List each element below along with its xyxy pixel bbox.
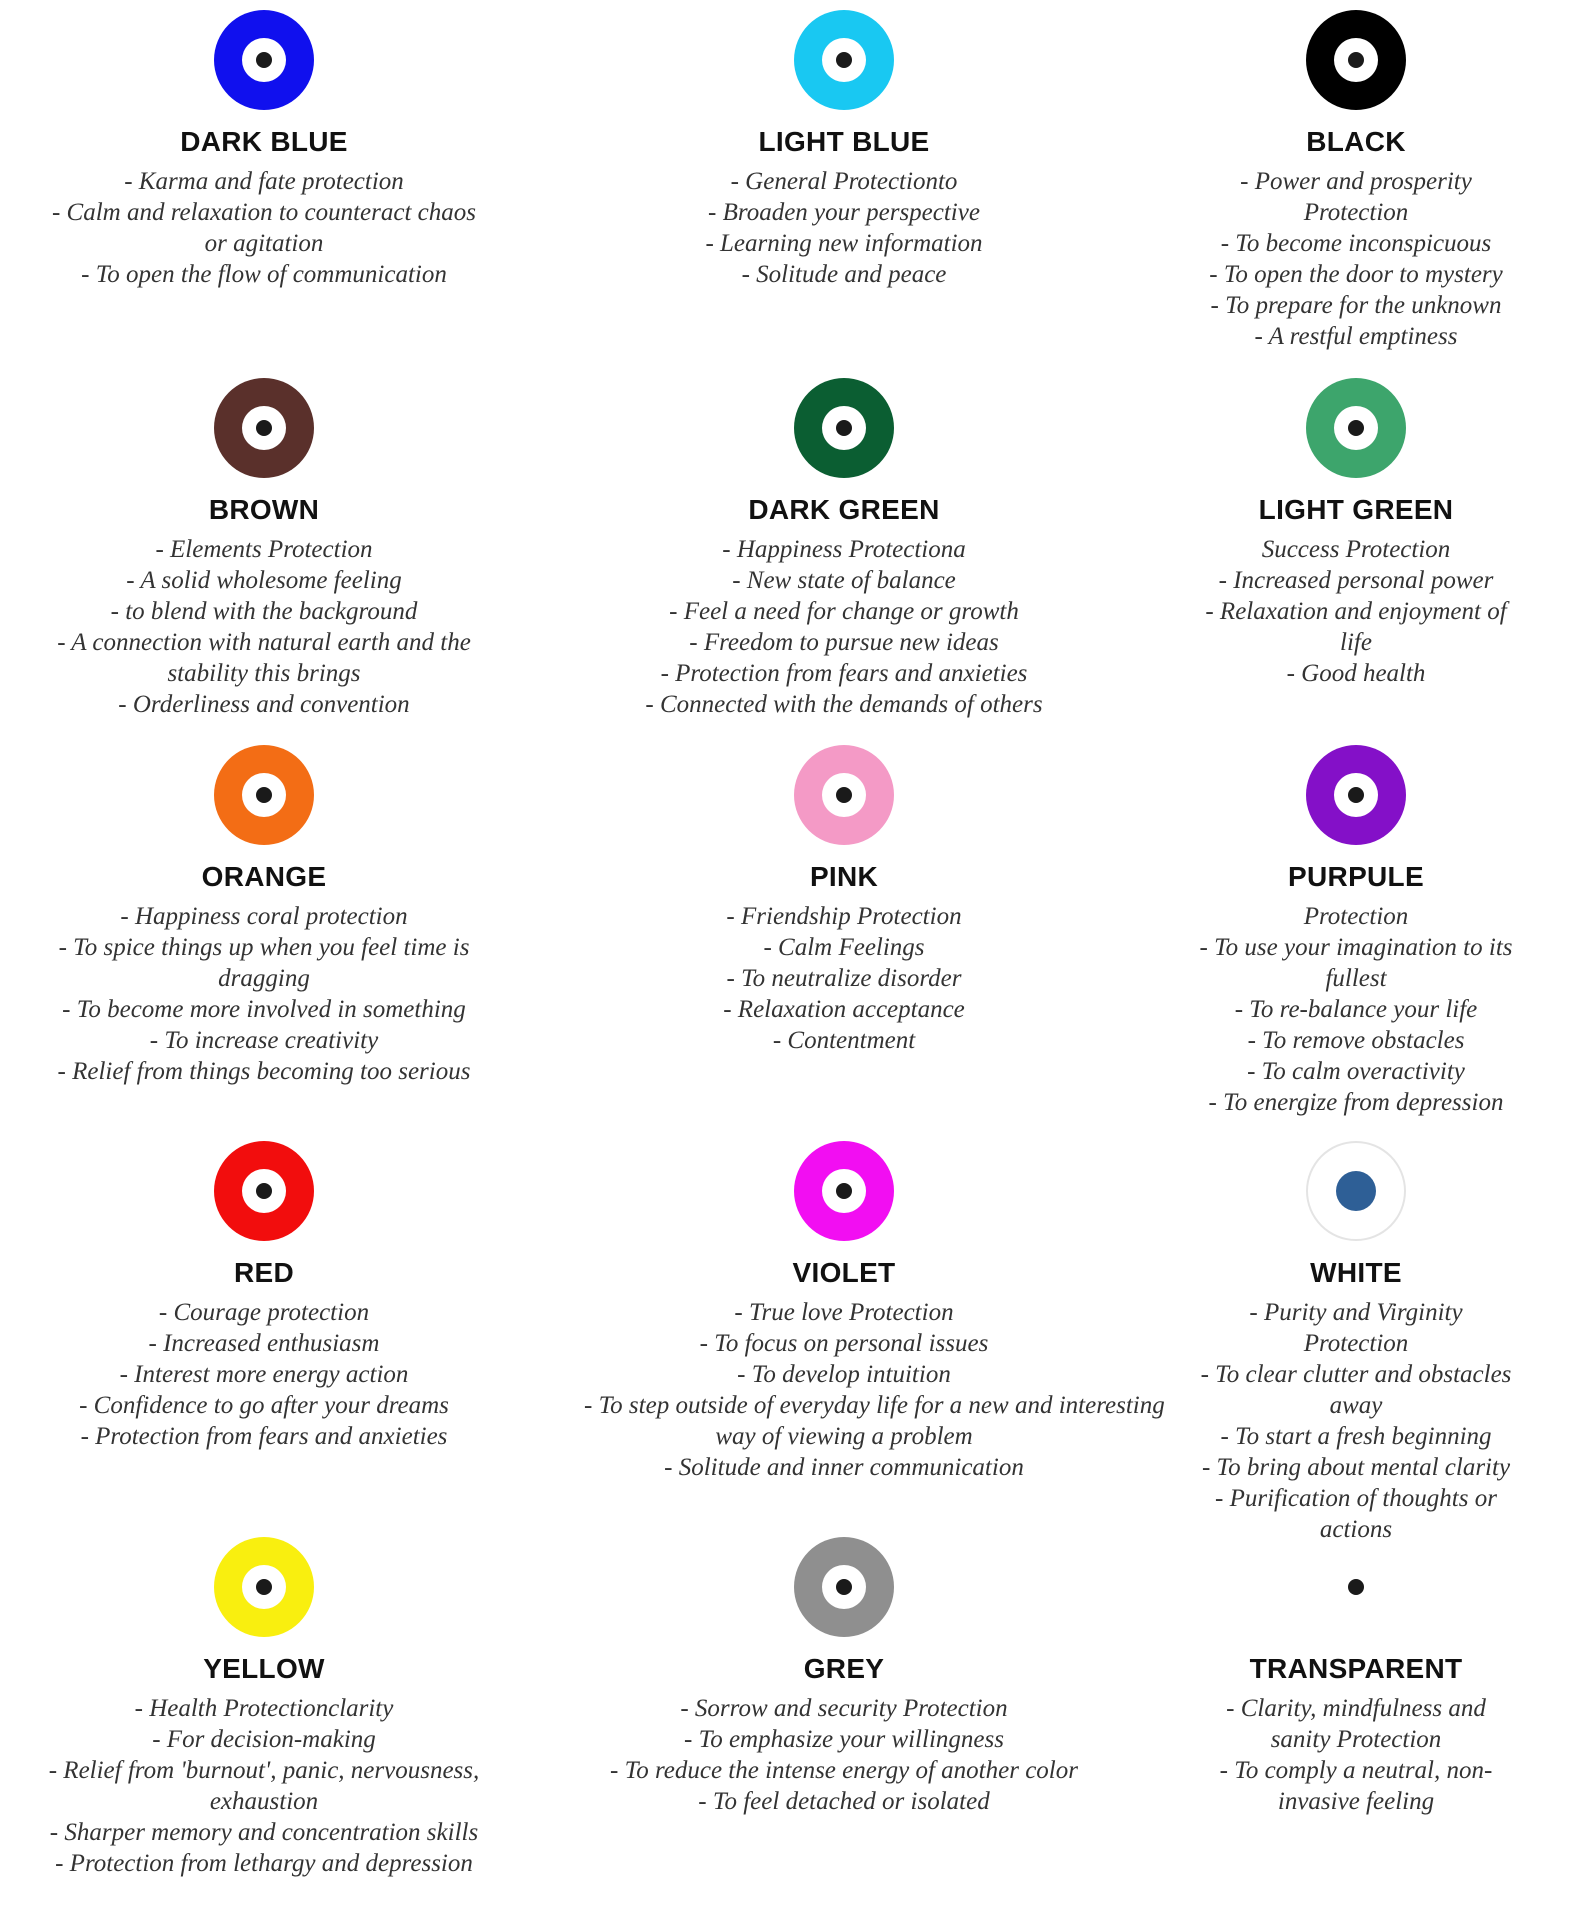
color-name: DARK BLUE (180, 126, 348, 157)
meaning-line: - Elements Protection (155, 536, 373, 563)
meaning-line: - To focus on personal issues (699, 1330, 989, 1357)
meaning-line: - Broaden your perspective (708, 199, 980, 226)
meaning-list (4, 166, 524, 290)
meaning-line: - To spice things up when you feel time is (58, 934, 470, 961)
meaning-line: - Sharper memory and concentration skills (49, 1819, 479, 1846)
meaning-line: - To bring about mental clarity (1201, 1454, 1511, 1481)
meaning-line: - Calm and relaxation to counteract chaos (51, 199, 476, 226)
meaning-line: - True love Protection (734, 1299, 954, 1326)
meaning-line: - To clear clutter and obstacles (1200, 1361, 1512, 1388)
evil-eye-icon (794, 10, 894, 110)
meaning-line: - New state of balance (732, 567, 956, 594)
eye-pupil (256, 420, 272, 436)
meaning-line: - Solitude and peace (741, 261, 947, 288)
meaning-list (1096, 901, 1588, 1118)
meaning-list (584, 901, 1104, 1056)
meaning-list (584, 1693, 1104, 1817)
meaning-list (1096, 166, 1588, 352)
color-name: TRANSPARENT (1249, 1653, 1463, 1684)
meaning-line: - Orderliness and convention (118, 691, 410, 718)
meaning-line: - Happiness coral protection (120, 903, 408, 930)
eye-pupil (1348, 52, 1364, 68)
meaning-line: Protection (1303, 903, 1409, 930)
color-name: LIGHT GREEN (1258, 494, 1454, 525)
evil-eye-icon (794, 1537, 894, 1637)
color-entry-yellow (4, 1537, 524, 1907)
meaning-line: - To become more involved in something (62, 996, 466, 1023)
meaning-line: - Freedom to pursue new ideas (689, 629, 999, 656)
meaning-line: - Protection from lethargy and depression (55, 1850, 473, 1877)
meaning-line: - Friendship Protection (726, 903, 962, 930)
meaning-line: - To neutralize disorder (726, 965, 962, 992)
meaning-line: fullest (1325, 965, 1387, 992)
color-name: RED (233, 1257, 295, 1288)
meaning-line: - Purity and Virginity (1249, 1299, 1463, 1326)
meaning-line: - Relaxation acceptance (723, 996, 965, 1023)
color-entry-dark-green (584, 378, 1104, 748)
color-name: DARK GREEN (748, 494, 940, 525)
meaning-line: - To remove obstacles (1247, 1027, 1465, 1054)
meaning-line: - Calm Feelings (763, 934, 925, 961)
color-entry-purpule (1096, 745, 1588, 1115)
evil-eye-icon (1306, 1537, 1406, 1637)
color-entry-violet (584, 1141, 1165, 1511)
meaning-list (584, 166, 1104, 290)
evil-eye-icon (794, 378, 894, 478)
evil-eye-icon (214, 378, 314, 478)
meaning-line: - For decision-making (152, 1726, 376, 1753)
eye-pupil (1348, 787, 1364, 803)
evil-eye-icon (1306, 378, 1406, 478)
color-entry-grey (584, 1537, 1104, 1907)
color-name: BROWN (208, 494, 320, 525)
meaning-line: - Health Protectionclarity (134, 1695, 394, 1722)
meaning-line: Success Protection (1261, 536, 1451, 563)
color-entry-orange (4, 745, 524, 1115)
meaning-line: Protection (1303, 199, 1409, 226)
eye-pupil (256, 1579, 272, 1595)
color-name: PINK (809, 861, 879, 892)
meaning-line: exhaustion (209, 1788, 319, 1815)
color-entry-light-green (1096, 378, 1588, 748)
eye-pupil (836, 787, 852, 803)
meaning-line: - Confidence to go after your dreams (79, 1392, 449, 1419)
meaning-line: - Increased enthusiasm (148, 1330, 380, 1357)
meaning-line: - Relief from 'burnout', panic, nervousness, (48, 1757, 480, 1784)
color-name: YELLOW (203, 1653, 325, 1684)
meaning-line: - To start a fresh beginning (1220, 1423, 1492, 1450)
color-entry-pink (584, 745, 1104, 1115)
meaning-line: - to blend with the background (110, 598, 418, 625)
meaning-list (584, 1297, 1165, 1483)
meaning-line: - Karma and fate protection (124, 168, 404, 195)
color-name: LIGHT BLUE (758, 126, 930, 157)
evil-eye-icon (794, 1141, 894, 1241)
eye-pupil (256, 787, 272, 803)
meaning-line: - To open the flow of communication (81, 261, 447, 288)
color-name: VIOLET (792, 1257, 896, 1288)
meaning-line: actions (1319, 1516, 1393, 1543)
meaning-line: - Increased personal power (1218, 567, 1494, 594)
meaning-line: - Good health (1286, 660, 1426, 687)
eye-pupil (836, 1183, 852, 1199)
meaning-line: - Solitude and inner communication (664, 1454, 1024, 1481)
meaning-line: - To reduce the intense energy of another color (610, 1757, 1078, 1784)
meaning-list (1096, 1693, 1588, 1817)
meaning-list (4, 534, 524, 720)
meaning-line: Protection (1303, 1330, 1409, 1357)
meaning-line: - Contentment (772, 1027, 916, 1054)
meaning-line: - Connected with the demands of others (645, 691, 1043, 718)
meaning-line: - To re-balance your life (1234, 996, 1478, 1023)
color-name: BLACK (1306, 126, 1406, 157)
meaning-line: - Happiness Protectiona (722, 536, 966, 563)
meaning-line: - To step outside of everyday life for a new and interesting (584, 1392, 1165, 1419)
meaning-line: - Power and prosperity (1240, 168, 1472, 195)
evil-eye-icon (214, 1141, 314, 1241)
meaning-line: way of viewing a problem (715, 1423, 973, 1450)
eye-pupil (1348, 1579, 1364, 1595)
meaning-line: - General Protectionto (730, 168, 958, 195)
color-entry-red (4, 1141, 524, 1511)
eye-pupil (836, 1579, 852, 1595)
meaning-line: sanity Protection (1270, 1726, 1442, 1753)
color-entry-light-blue (584, 10, 1104, 380)
eye-pupil (836, 420, 852, 436)
eye-pupil (1348, 420, 1364, 436)
color-entry-dark-blue (4, 10, 524, 380)
eye-pupil (836, 52, 852, 68)
meaning-line: - To increase creativity (149, 1027, 379, 1054)
evil-eye-icon (214, 1537, 314, 1637)
meaning-line: - To energize from depression (1208, 1089, 1504, 1116)
meaning-list (1096, 534, 1588, 689)
meaning-line: invasive feeling (1277, 1788, 1435, 1815)
meaning-list (4, 1297, 524, 1452)
meaning-list (1096, 1297, 1588, 1545)
color-entry-white (1096, 1141, 1588, 1543)
evil-eye-icon (214, 745, 314, 845)
meaning-line: - Sorrow and security Protection (680, 1695, 1008, 1722)
evil-eye-icon (794, 745, 894, 845)
color-entry-brown (4, 378, 524, 748)
meaning-line: - To comply a neutral, non- (1219, 1757, 1493, 1784)
meaning-line: - Clarity, mindfulness and (1226, 1695, 1486, 1722)
meaning-list (4, 1693, 524, 1879)
evil-eye-icon (214, 10, 314, 110)
meaning-line: - Purification of thoughts or (1215, 1485, 1497, 1512)
meaning-line: dragging (218, 965, 310, 992)
meaning-line: - Protection from fears and anxieties (80, 1423, 448, 1450)
meaning-line: - Relaxation and enjoyment of (1205, 598, 1507, 625)
meaning-list (584, 534, 1104, 720)
meaning-line: - To open the door to mystery (1209, 261, 1503, 288)
eye-pupil (256, 52, 272, 68)
meaning-line: - To use your imagination to its (1199, 934, 1513, 961)
meaning-line: - To feel detached or isolated (698, 1788, 990, 1815)
meaning-line: - Learning new information (705, 230, 983, 257)
meaning-line: away (1329, 1392, 1383, 1419)
meaning-line: - Courage protection (158, 1299, 370, 1326)
meaning-line: - Interest more energy action (119, 1361, 409, 1388)
meaning-line: life (1340, 629, 1372, 656)
meaning-line: or agitation (204, 230, 324, 257)
meaning-line: stability this brings (167, 660, 361, 687)
color-entry-transparent (1096, 1537, 1588, 1907)
meaning-line: - A restful emptiness (1254, 323, 1458, 350)
color-name: WHITE (1310, 1257, 1402, 1288)
color-entry-black (1096, 10, 1588, 380)
meaning-line: - To develop intuition (737, 1361, 951, 1388)
evil-eye-icon (1306, 10, 1406, 110)
meaning-line: - A connection with natural earth and the (57, 629, 471, 656)
meaning-line: - To become inconspicuous (1220, 230, 1492, 257)
meaning-line: - Relief from things becoming too serious (57, 1058, 471, 1085)
eye-pupil (1336, 1171, 1376, 1211)
color-name: ORANGE (201, 861, 327, 892)
evil-eye-icon (1306, 745, 1406, 845)
meaning-list (4, 901, 524, 1087)
evil-eye-icon (1306, 1141, 1406, 1241)
color-name: PURPULE (1288, 861, 1424, 892)
meaning-line: - Feel a need for change or growth (669, 598, 1019, 625)
color-name: GREY (803, 1653, 885, 1684)
eye-pupil (256, 1183, 272, 1199)
meaning-line: - To emphasize your willingness (684, 1726, 1004, 1753)
meaning-line: - To prepare for the unknown (1210, 292, 1502, 319)
meaning-line: - A solid wholesome feeling (126, 567, 402, 594)
meaning-line: - Protection from fears and anxieties (660, 660, 1028, 687)
meaning-line: - To calm overactivity (1247, 1058, 1465, 1085)
